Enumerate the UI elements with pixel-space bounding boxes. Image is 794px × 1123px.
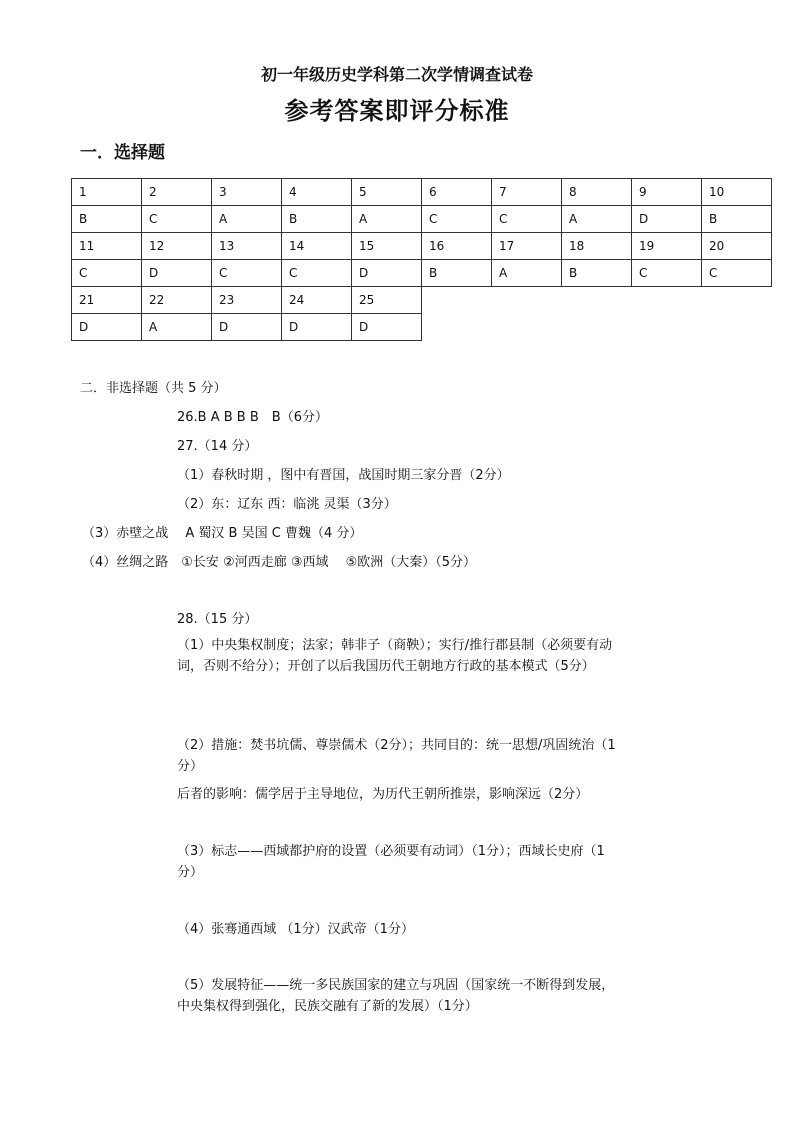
answer-cell: D <box>352 260 422 287</box>
question-number-cell: 15 <box>352 233 422 260</box>
question-number-cell: 2 <box>142 179 212 206</box>
answer-cell: A <box>352 206 422 233</box>
answer-cell: C <box>422 206 492 233</box>
question-number-cell: 7 <box>492 179 562 206</box>
answer-cell: B <box>422 260 492 287</box>
answer-cell: C <box>492 206 562 233</box>
q28-part-1: （1）中央集权制度；法家；韩非子（商鞅）；实行/推行郡县制（必须要有动词，否则不给分）；开创了以后我国历代王朝地方行政的基本模式（5分） <box>177 638 613 674</box>
question-number-cell: 17 <box>492 233 562 260</box>
question-number-cell: 1 <box>72 179 142 206</box>
answer-cell: C <box>72 260 142 287</box>
answer-cell: D <box>632 206 702 233</box>
question-number-cell: 25 <box>352 287 422 314</box>
question-number-cell: 5 <box>352 179 422 206</box>
q28-part-5: （5）发展特征——统一多民族国家的建立与巩固（国家统一不断得到发展，中央集权得到强化，民族交融有了新的发展）（1分） <box>177 978 615 1014</box>
answer-table-row <box>72 287 772 314</box>
question-number-cell: 18 <box>562 233 632 260</box>
answer-cell: D <box>282 314 352 341</box>
answer-table-row <box>72 314 772 341</box>
answer-cell: B <box>282 206 352 233</box>
question-number-cell: 3 <box>212 179 282 206</box>
answer-cell: B <box>702 206 772 233</box>
answer-table-row <box>72 206 772 233</box>
question-number-cell: 4 <box>282 179 352 206</box>
answer-table <box>71 178 772 341</box>
question-number-cell: 20 <box>702 233 772 260</box>
question-number-cell: 9 <box>632 179 702 206</box>
answer-cell: C <box>142 206 212 233</box>
question-number-cell: 10 <box>702 179 772 206</box>
q28-heading: 28.（15 分） <box>177 612 258 627</box>
question-number-cell: 6 <box>422 179 492 206</box>
question-number-cell: 22 <box>142 287 212 314</box>
answer-cell: C <box>702 260 772 287</box>
question-number-cell: 12 <box>142 233 212 260</box>
q28-part-3: （3）标志——西域都护府的设置（必须要有动词）（1分）；西域长史府（1分） <box>177 844 605 880</box>
q27-part-3: （3）赤壁之战 A 蜀汉 B 吴国 C 曹魏（4 分） <box>82 526 363 541</box>
question-number-cell: 16 <box>422 233 492 260</box>
document-title: 初一年级历史学科第二次学情调查试卷 <box>260 65 533 84</box>
answer-cell: A <box>212 206 282 233</box>
answer-cell: D <box>352 314 422 341</box>
section-2-heading: 二．非选择题（共 5 分） <box>80 381 227 396</box>
answer-cell: C <box>632 260 702 287</box>
answer-cell: D <box>212 314 282 341</box>
answer-table-row <box>72 260 772 287</box>
q27-part-4: （4）丝绸之路 ①长安 ②河西走廊 ③西域 ⑤欧洲（大秦）（5分） <box>82 555 477 570</box>
question-number-cell: 19 <box>632 233 702 260</box>
question-number-cell: 21 <box>72 287 142 314</box>
answer-cell: A <box>492 260 562 287</box>
q27-part-2: （2）东：辽东 西：临洮 灵渠（3分） <box>177 497 397 512</box>
q28-part-2: （2）措施：焚书坑儒、尊崇儒术（2分）；共同目的：统一思想/巩固统治（1分） <box>177 738 616 774</box>
answer-cell: C <box>282 260 352 287</box>
q28-part-4: （4）张骞通西域 （1分）汉武帝（1分） <box>177 922 414 937</box>
answer-cell: A <box>562 206 632 233</box>
answer-cell: B <box>72 206 142 233</box>
answer-table-row <box>72 233 772 260</box>
answer-cell: C <box>212 260 282 287</box>
question-number-cell: 23 <box>212 287 282 314</box>
answer-cell: A <box>142 314 212 341</box>
question-number-cell: 11 <box>72 233 142 260</box>
answer-cell: B <box>562 260 632 287</box>
question-number-cell: 24 <box>282 287 352 314</box>
q27-part-1: （1）春秋时期 ，图中有晋国，战国时期三家分晋（2分） <box>177 468 510 483</box>
q28-part-2-effect: 后者的影响：儒学居于主导地位，为历代王朝所推崇，影响深远（2分） <box>177 787 589 802</box>
q26-answer: 26.B A B B B B（6分） <box>177 410 328 425</box>
document-subtitle: 参考答案即评分标准 <box>284 96 510 125</box>
answer-table-row <box>72 179 772 206</box>
section-1-heading: 一．选择题 <box>80 143 165 163</box>
question-number-cell: 13 <box>212 233 282 260</box>
q27-heading: 27.（14 分） <box>177 439 258 454</box>
question-number-cell: 14 <box>282 233 352 260</box>
question-number-cell: 8 <box>562 179 632 206</box>
answer-cell: D <box>72 314 142 341</box>
answer-cell: D <box>142 260 212 287</box>
